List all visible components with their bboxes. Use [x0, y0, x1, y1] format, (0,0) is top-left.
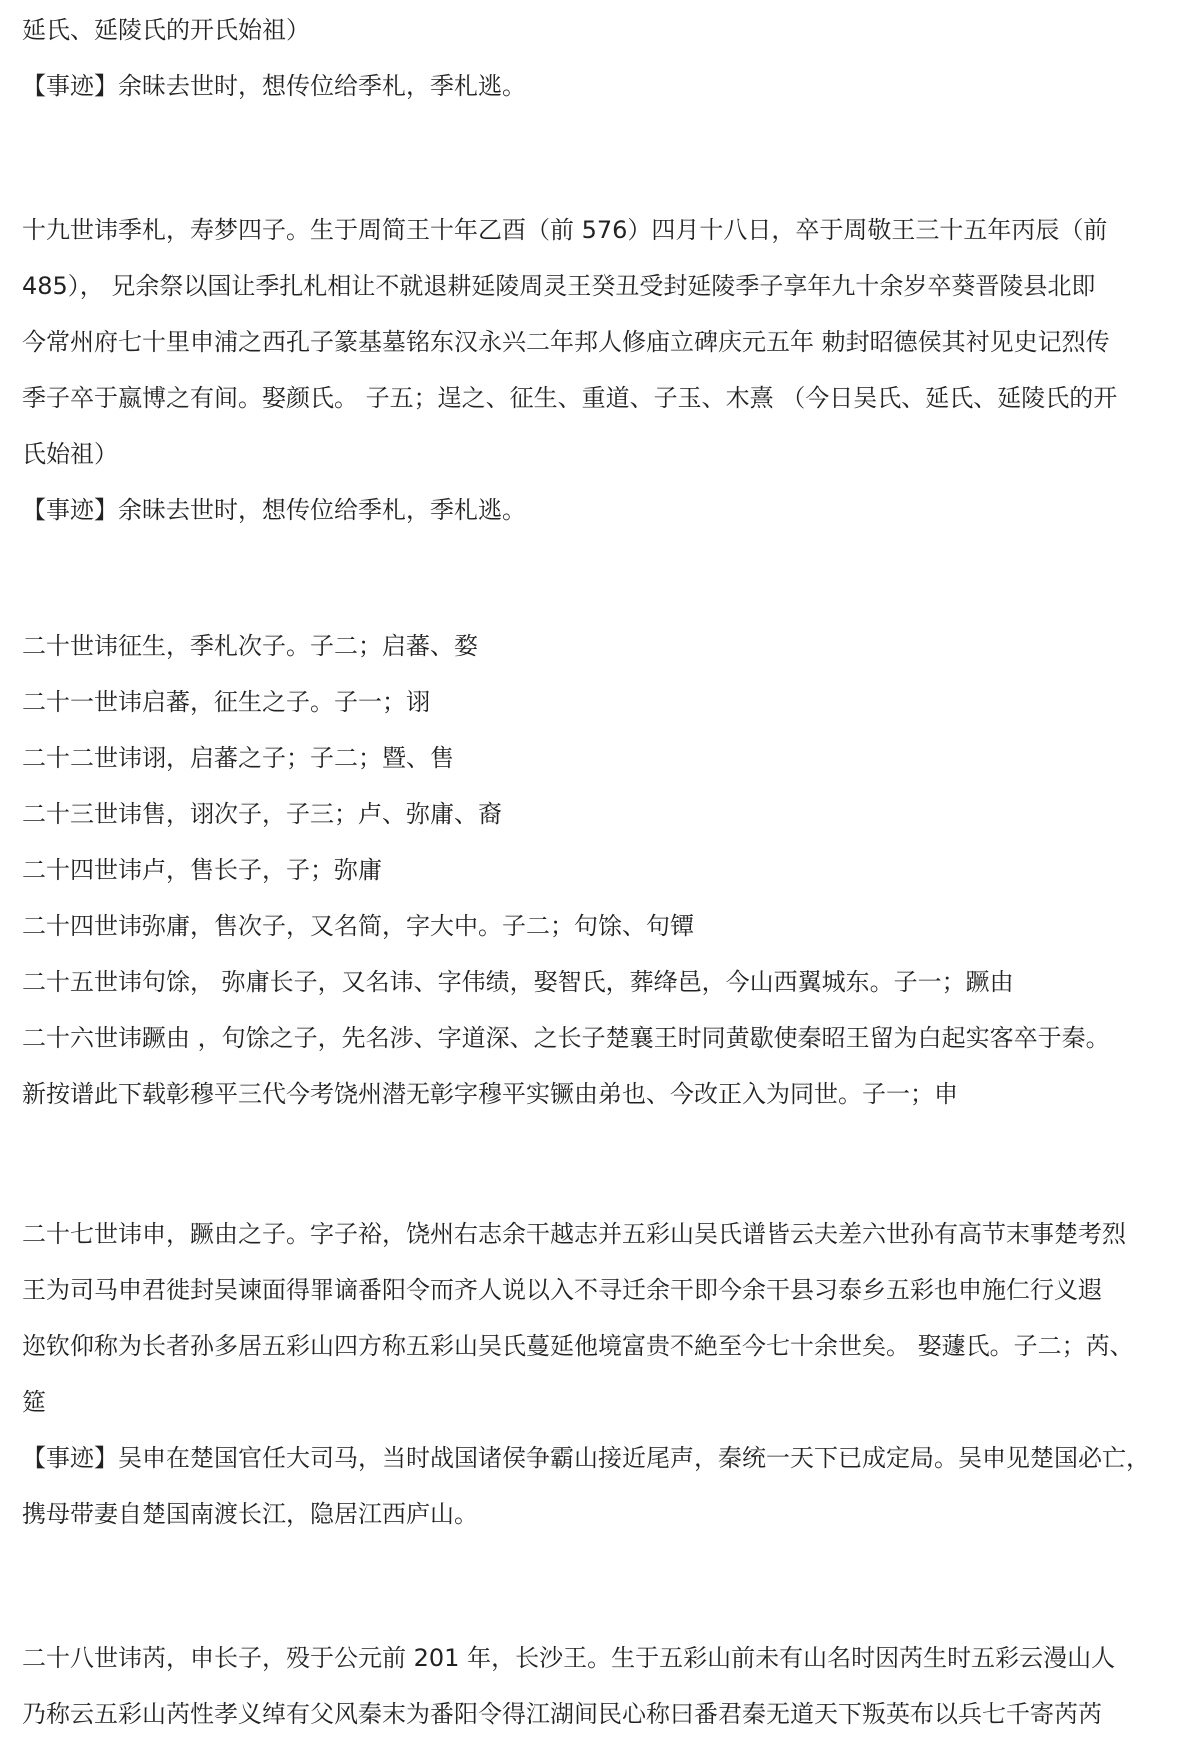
text-line: 二十三世讳售，诩次子，子三；卢、弥庸、裔	[22, 800, 502, 828]
text-line: 二十六世讳蹶由 ，句馀之子，先名涉、字道深、之长子楚襄王时同黄歇使秦昭王留为白起实客卒于秦。	[22, 1024, 1110, 1052]
text-line: 氏始祖）	[22, 440, 118, 468]
paragraph-ji-zha-tail	[22, 2, 1182, 114]
paragraph-gap	[22, 1122, 1182, 1206]
paragraph-gap	[22, 114, 1182, 202]
text-line: 二十七世讳申，蹶由之子。字子裕，饶州右志余干越志并五彩山吴氏谱皆云夫差六世孙有高节末事楚考烈	[22, 1220, 1126, 1248]
text-line: 新按谱此下载彰穆平三代今考饶州潜无彰字穆平实镢由弟也、今改正入为同世。子一；申	[22, 1080, 958, 1108]
paragraph-gap	[22, 1542, 1182, 1630]
paragraph-27th-generation	[22, 1206, 1182, 1542]
text-line: 【事迹】余昧去世时，想传位给季札，季札逃。	[22, 496, 526, 524]
text-line: 筵	[22, 1388, 46, 1416]
paragraph-gap	[22, 538, 1182, 618]
text-line: 携母带妻自楚国南渡长江，隐居江西庐山。	[22, 1500, 478, 1528]
text-line: 王为司马申君徙封吴谏面得罪谪番阳令而齐人说以入不寻迁余干即今余干县习泰乡五彩也申施仁行义遐	[22, 1276, 1102, 1304]
text-line: 延氏、延陵氏的开氏始祖）	[22, 16, 310, 44]
text-line: 二十八世讳芮，申长子，殁于公元前 201 年，长沙王。生于五彩山前未有山名时因芮生时五彩云漫山人	[22, 1644, 1116, 1672]
text-line: 【事迹】吴申在楚国官任大司马，当时战国诸侯争霸山接近尾声，秦统一天下已成定局。吴申见楚国必亡，	[22, 1444, 1150, 1472]
text-line: 乃称云五彩山芮性孝义绰有父风秦末为番阳令得江湖间民心称曰番君秦无道天下叛英布以兵七千寄芮芮	[22, 1700, 1102, 1728]
text-line: 二十一世讳启蕃，征生之子。子一；诩	[22, 688, 430, 716]
text-line: 485）， 兄余祭以国让季扎札相让不就退耕延陵周灵王癸丑受封延陵季子享年九十余岁卒葵晋陵县北即	[22, 272, 1096, 300]
text-line: 二十二世讳诩，启蕃之子；子二；暨、售	[22, 744, 454, 772]
text-line: 二十四世讳卢，售长子，子；弥庸	[22, 856, 382, 884]
text-line: 十九世讳季札，寿梦四子。生于周简王十年乙酉（前 576）四月十八日，卒于周敬王三十五年丙辰（前	[22, 216, 1108, 244]
text-line: 二十四世讳弥庸，售次子，又名简，字大中。子二；句馀、句镡	[22, 912, 694, 940]
text-line: 季子卒于嬴博之有间。娶颜氏。 子五；逞之、征生、重道、子玉、木熹 （今日吴氏、延氏、延陵氏的开	[22, 384, 1118, 412]
text-line: 二十世讳征生，季札次子。子二；启蕃、婺	[22, 632, 478, 660]
document-page	[22, 2, 1182, 1742]
text-line: 迩钦仰称为长者孙多居五彩山四方称五彩山吴氏蔓延他境富贵不絶至今七十余世矣。 娶蘧氏。子二；芮、	[22, 1332, 1134, 1360]
text-line: 二十五世讳句馀， 弥庸长子，又名讳、字伟绩，娶智氏，葬绛邑，今山西翼城东。子一；蹶由	[22, 968, 1014, 996]
paragraph-28th-generation	[22, 1630, 1182, 1742]
text-line: 【事迹】余昧去世时，想传位给季札，季札逃。	[22, 72, 526, 100]
paragraph-19th-generation	[22, 202, 1182, 538]
paragraph-20th-26th-generations	[22, 618, 1182, 1122]
text-line: 今常州府七十里申浦之西孔子篆基墓铭东汉永兴二年邦人修庙立碑庆元五年 勅封昭德侯其衬见史记烈传	[22, 328, 1110, 356]
